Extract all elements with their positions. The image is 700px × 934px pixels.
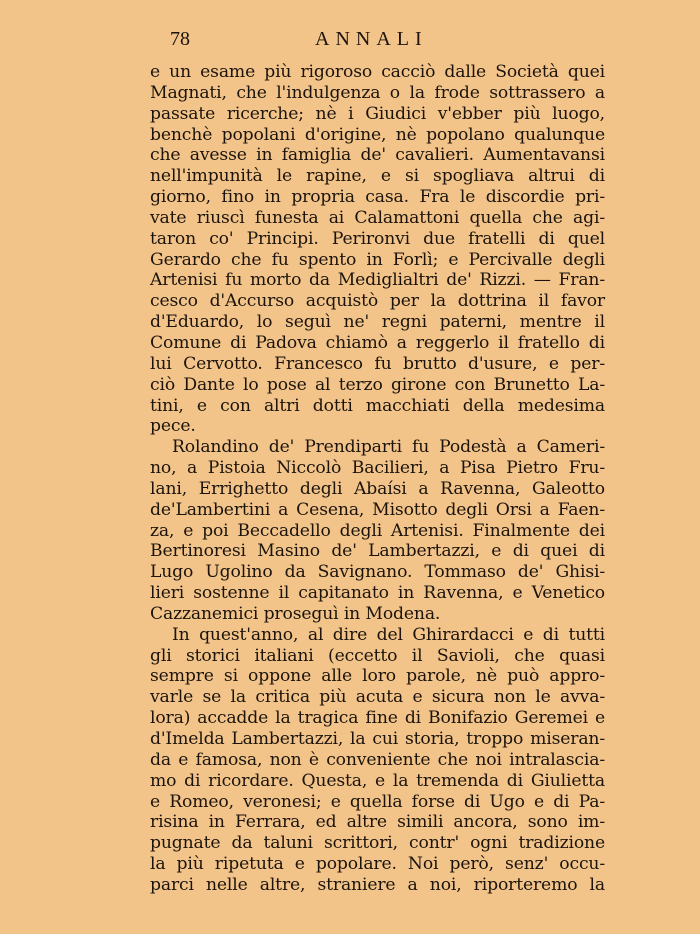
text-line: d'Imelda Lambertazzi, la cui storia, troppo miseran- xyxy=(150,729,605,749)
text-line: nell'impunità le rapine, e si spogliava altrui di xyxy=(150,166,605,187)
text-line: risina in Ferrara, ed altre simili ancora, sono im- xyxy=(150,812,605,833)
text-line: Rolandino de' Prendiparti fu Podestà a Cameri- xyxy=(172,437,605,458)
text-line: benchè popolani d'origine, nè popolano qualunque xyxy=(150,124,605,145)
text-line: cesco d'Accurso acquistò per la dottrina il favor xyxy=(150,291,605,312)
text-line: de'Lambertini a Cesena, Misotto degli Orsi a Faen- xyxy=(150,499,605,520)
text-line: Artenisi fu morto da Mediglialtri de' Rizzi. — Fran- xyxy=(150,270,605,291)
text-line: Bertinoresi Masino de' Lambertazzi, e di quei di xyxy=(150,541,605,562)
text-line: za, e poi Beccadello degli Artenisi. Finalmente dei xyxy=(150,520,605,541)
text-line: d'Eduardo, lo seguì ne' regni paterni, mentre il xyxy=(150,312,605,333)
text-line: ciò Dante lo pose al terzo girone con Brunetto La- xyxy=(150,374,605,395)
text-line: giorno, fino in propria casa. Fra le discordie pri- xyxy=(150,187,605,208)
running-title: ANNALI xyxy=(315,28,428,50)
text-line: e Romeo, veronesi; e quella forse di Ugo e di Pa- xyxy=(150,791,605,812)
text-line: no, a Pistoia Niccolò Bacilieri, a Pisa Pietro Fru- xyxy=(150,458,605,479)
text-line: la più ripetuta e popolare. Noi però, senz' occu- xyxy=(150,854,605,875)
text-line: Magnati, che l'indulgenza o la frode sottrassero a xyxy=(150,82,605,103)
text-line: lani, Errighetto degli Abaísi a Ravenna, Galeotto xyxy=(150,478,605,499)
text-line: lieri sostenne il capitanato in Ravenna, e Venetico xyxy=(150,583,605,604)
text-line: sempre si oppone alle loro parole, nè può appro- xyxy=(150,666,605,687)
text-line: vate riuscì funesta ai Calamattoni quella che agi- xyxy=(150,207,605,228)
text-line: Cazzanemici proseguì in Modena. xyxy=(150,603,441,624)
text-line: lora) accadde la tragica fine di Bonifazio Geremei e xyxy=(150,708,605,729)
text-line: mo di ricordare. Questa, e la tremenda di Giulietta xyxy=(150,770,605,791)
text-line: Gerardo che fu spento in Forlì; e Percivalle degli xyxy=(150,249,605,270)
text-line: pece. xyxy=(150,416,196,437)
text-line: varle se la critica più acuta e sicura non le avva- xyxy=(150,687,605,708)
page-header xyxy=(150,28,610,58)
text-line: pugnate da taluni scrittori, contr' ogni tradizione xyxy=(150,833,605,854)
text-line: Lugo Ugolino da Savignano. Tommaso de' Ghisi- xyxy=(150,562,605,583)
text-line: Comune di Padova chiamò a reggerlo il fratello di xyxy=(150,332,605,353)
page-number: 78 xyxy=(170,28,190,50)
text-line: parci nelle altre, straniere a noi, riporteremo la xyxy=(150,874,605,895)
text-line: lui Cervotto. Francesco fu brutto d'usure, e per- xyxy=(150,353,605,374)
body-text xyxy=(150,62,605,896)
text-line: che avesse in famiglia de' cavalieri. Aumentavansi xyxy=(150,145,605,166)
text-line: taron co' Principi. Perironvi due fratelli di quel xyxy=(150,228,605,249)
text-line: passate ricerche; nè i Giudici v'ebber più luogo, xyxy=(150,103,605,124)
text-line: In quest'anno, al dire del Ghirardacci e di tutti xyxy=(172,624,605,645)
text-line: da e famosa, non è conveniente che noi intralascia- xyxy=(150,749,605,770)
text-line: tini, e con altri dotti macchiati della medesima xyxy=(150,395,605,416)
text-line: gli storici italiani (eccetto il Savioli, che quasi xyxy=(150,645,605,666)
text-line: e un esame più rigoroso cacciò dalle Società quei xyxy=(150,62,605,82)
